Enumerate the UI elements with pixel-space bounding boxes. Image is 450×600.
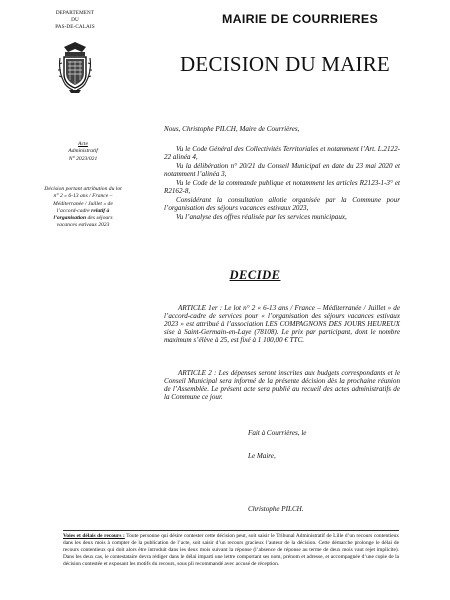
decision-summary [44, 186, 122, 230]
decide-heading: DECIDE [229, 268, 281, 282]
department-heading [46, 10, 104, 31]
appeal-text: Toute personne qui désire contester cette décision peut, soit saisir le Tribunal Administratif de Lille d’un recours contentieux dans les deux mois à compter de la publication de l’acte, soit saisir d’un recours gracieux l’auteur de la décision. Cette démarche prolonge le délai de recours contentieux qui doit alors être introduit dans les deux mois suivant la réponse (l’absence de réponse au terme de deux mois vaut rejet implicite). Dans les deux cas, le contestataire devra rédiger dans le délai imparti une lettre comportant ses nom, prénom et adresse, et accompagnée d’une copie de la décision contestée et exposant les motifs du recours, sous pli recommandé avec accusé de réception. [63, 533, 399, 568]
page-title: DECISION DU MAIRE [180, 52, 390, 76]
consideration-item: Vu l’analyse des offres réalisée par les services municipaux, [176, 212, 347, 221]
coat-of-arms-icon [56, 40, 94, 94]
dept-line: DEPARTEMENT [55, 10, 95, 16]
acte-label: Acte [78, 141, 88, 147]
consideration-item: Vu le Code de la commande publique et notamment les articles R2123-1-3° et R2162-8, [164, 178, 400, 195]
article-1 [164, 305, 400, 345]
article-2 [164, 370, 400, 402]
consideration-item: Vu le Code Général des Collectivités Territoriales et notamment l’Art. L.2122-22 alinéa 4, [164, 145, 400, 161]
article-2-text: ARTICLE 2 : Les dépenses seront inscrites aux budgets correspondants et le Conseil Municipal sera informé de la présente décision dès la prochaine réunion de l’Assemblée. Le présent acte sera publié au recueil des actes administratifs de la Commune ce jour. [164, 369, 400, 401]
summary-bold-text: relatif à l’organisation [53, 207, 110, 222]
appeal-label: Voies et délais de recours : [63, 533, 125, 539]
dept-line: PAS-DE-CALAIS [55, 24, 95, 31]
summary-text-end: des séjours vacances estivaux 2023 [56, 215, 113, 229]
mairie-heading: MAIRIE DE COURRIERES [221, 12, 379, 26]
acte-type: Administratif [68, 148, 98, 155]
acte-number: N° 2023/021 [68, 155, 98, 162]
intro-line: Nous, Christophe PILCH, Maire de Courrières, [164, 125, 300, 133]
summary-text: Décision portant attribution du lot n° 2 « 6-13 ans / France – Méditerranée / Juillet » de l’accord-cadre [44, 186, 122, 214]
consideration-item: Vu la délibération n° 20/21 du Conseil Municipal en date du 23 mai 2020 et notamment l’alinéa 3, [164, 161, 400, 178]
acte-reference [44, 141, 122, 163]
mayor-label: Le Maire, [248, 452, 276, 460]
dept-line: DU [71, 17, 79, 24]
consideration-item: Considérant la consultation allotie organisée par la Commune pour l’organisation des séjours vacances estivaux 2023, [164, 195, 400, 212]
article-1-text: ARTICLE 1er : Le lot n° 2 « 6-13 ans / France – Méditerranée / Juillet » de l’accord-cadre de services pour « l’organisation des séjours vacances estivaux 2023 » est attribué à l’association LES COMPAGNONS DES JOURS HEUREUX sise à Saint-Germain-en-Laye (78108). Le prix par participant, dont le nombre maximum s’élève à 25, est fixé à 1 100,00 € TTC. [164, 304, 400, 344]
place-date-line: Fait à Courrières, le [248, 429, 307, 437]
signature-name: Christophe PILCH. [248, 505, 304, 513]
considerations-list [164, 146, 400, 222]
appeal-notice [63, 530, 399, 568]
